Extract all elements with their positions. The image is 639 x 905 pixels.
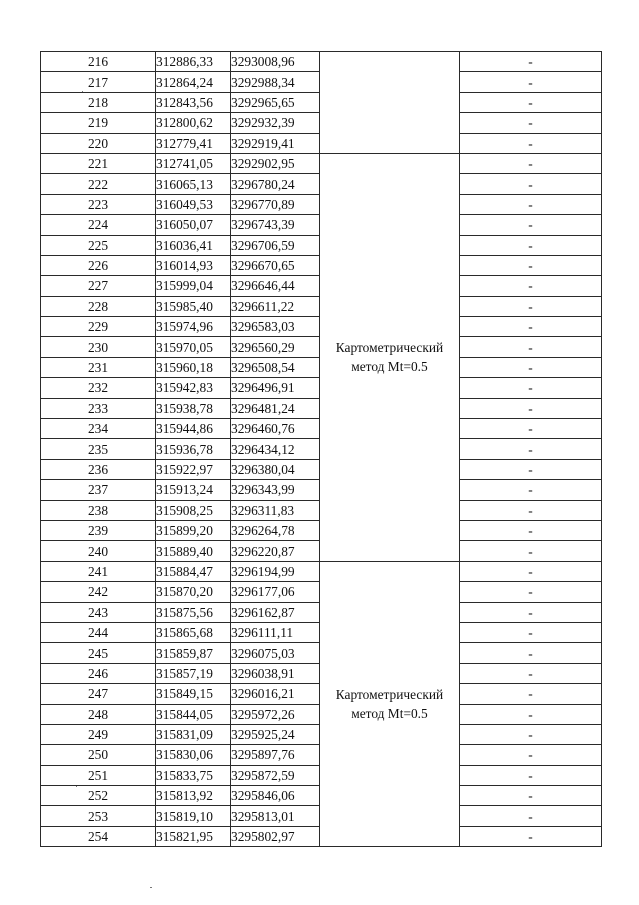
- y-coordinate-cell: 3296670,65: [231, 255, 320, 275]
- accuracy-cell: -: [460, 765, 602, 785]
- x-coordinate-cell: 316050,07: [156, 215, 231, 235]
- y-coordinate-cell: 3292919,41: [231, 133, 320, 153]
- accuracy-cell: -: [460, 194, 602, 214]
- point-number-cell: 221: [41, 153, 156, 173]
- scan-speck: [76, 786, 77, 787]
- point-number-cell: 238: [41, 500, 156, 520]
- method-text-line: метод Mt=0.5: [351, 706, 428, 721]
- method-cell: [320, 52, 460, 154]
- x-coordinate-cell: 315970,05: [156, 337, 231, 357]
- accuracy-cell: -: [460, 561, 602, 581]
- point-number-cell: 231: [41, 357, 156, 377]
- y-coordinate-cell: 3296780,24: [231, 174, 320, 194]
- x-coordinate-cell: 316036,41: [156, 235, 231, 255]
- x-coordinate-cell: 316049,53: [156, 194, 231, 214]
- point-number-cell: 246: [41, 663, 156, 683]
- point-number-cell: 254: [41, 826, 156, 846]
- y-coordinate-cell: 3296038,91: [231, 663, 320, 683]
- x-coordinate-cell: 315942,83: [156, 378, 231, 398]
- x-coordinate-cell: 312843,56: [156, 92, 231, 112]
- y-coordinate-cell: 3296646,44: [231, 276, 320, 296]
- accuracy-cell: -: [460, 357, 602, 377]
- y-coordinate-cell: 3296016,21: [231, 684, 320, 704]
- point-number-cell: 218: [41, 92, 156, 112]
- x-coordinate-cell: 315899,20: [156, 520, 231, 540]
- y-coordinate-cell: 3296075,03: [231, 643, 320, 663]
- point-number-cell: 241: [41, 561, 156, 581]
- x-coordinate-cell: 315844,05: [156, 704, 231, 724]
- accuracy-cell: -: [460, 663, 602, 683]
- y-coordinate-cell: 3295802,97: [231, 826, 320, 846]
- point-number-cell: 219: [41, 113, 156, 133]
- point-number-cell: 230: [41, 337, 156, 357]
- x-coordinate-cell: 316014,93: [156, 255, 231, 275]
- x-coordinate-cell: 315830,06: [156, 745, 231, 765]
- x-coordinate-cell: 316065,13: [156, 174, 231, 194]
- accuracy-cell: -: [460, 398, 602, 418]
- x-coordinate-cell: 315936,78: [156, 439, 231, 459]
- x-coordinate-cell: 315865,68: [156, 622, 231, 642]
- y-coordinate-cell: 3292902,95: [231, 153, 320, 173]
- scan-speck: [150, 887, 152, 888]
- point-number-cell: 244: [41, 622, 156, 642]
- y-coordinate-cell: 3295897,76: [231, 745, 320, 765]
- accuracy-cell: -: [460, 317, 602, 337]
- accuracy-cell: -: [460, 296, 602, 316]
- accuracy-cell: -: [460, 133, 602, 153]
- accuracy-cell: -: [460, 255, 602, 275]
- y-coordinate-cell: 3296220,87: [231, 541, 320, 561]
- x-coordinate-cell: 312741,05: [156, 153, 231, 173]
- point-number-cell: 226: [41, 255, 156, 275]
- table-row: [41, 153, 602, 173]
- point-number-cell: 235: [41, 439, 156, 459]
- y-coordinate-cell: 3296264,78: [231, 520, 320, 540]
- y-coordinate-cell: 3296706,59: [231, 235, 320, 255]
- x-coordinate-cell: 315889,40: [156, 541, 231, 561]
- point-number-cell: 250: [41, 745, 156, 765]
- point-number-cell: 223: [41, 194, 156, 214]
- point-number-cell: 227: [41, 276, 156, 296]
- y-coordinate-cell: 3296434,12: [231, 439, 320, 459]
- table-row: [41, 561, 602, 581]
- accuracy-cell: -: [460, 459, 602, 479]
- method-text-line: Картометрический: [335, 687, 444, 702]
- y-coordinate-cell: 3296194,99: [231, 561, 320, 581]
- accuracy-cell: -: [460, 602, 602, 622]
- x-coordinate-cell: 312864,24: [156, 72, 231, 92]
- x-coordinate-cell: 315833,75: [156, 765, 231, 785]
- x-coordinate-cell: 315821,95: [156, 826, 231, 846]
- y-coordinate-cell: 3296311,83: [231, 500, 320, 520]
- scan-speck: [82, 91, 83, 92]
- point-number-cell: 217: [41, 72, 156, 92]
- accuracy-cell: -: [460, 786, 602, 806]
- x-coordinate-cell: 312886,33: [156, 52, 231, 72]
- coordinates-table-body: [41, 52, 602, 847]
- accuracy-cell: -: [460, 153, 602, 173]
- accuracy-cell: -: [460, 215, 602, 235]
- point-number-cell: 249: [41, 724, 156, 744]
- point-number-cell: 240: [41, 541, 156, 561]
- accuracy-cell: -: [460, 500, 602, 520]
- y-coordinate-cell: 3296162,87: [231, 602, 320, 622]
- x-coordinate-cell: 315870,20: [156, 582, 231, 602]
- point-number-cell: 234: [41, 419, 156, 439]
- accuracy-cell: -: [460, 745, 602, 765]
- x-coordinate-cell: 315960,18: [156, 357, 231, 377]
- y-coordinate-cell: 3296481,24: [231, 398, 320, 418]
- x-coordinate-cell: 315922,97: [156, 459, 231, 479]
- point-number-cell: 233: [41, 398, 156, 418]
- point-number-cell: 248: [41, 704, 156, 724]
- point-number-cell: 243: [41, 602, 156, 622]
- x-coordinate-cell: 315875,56: [156, 602, 231, 622]
- accuracy-cell: -: [460, 806, 602, 826]
- point-number-cell: 225: [41, 235, 156, 255]
- accuracy-cell: -: [460, 520, 602, 540]
- point-number-cell: 222: [41, 174, 156, 194]
- y-coordinate-cell: 3296343,99: [231, 480, 320, 500]
- accuracy-cell: -: [460, 52, 602, 72]
- accuracy-cell: -: [460, 337, 602, 357]
- accuracy-cell: -: [460, 439, 602, 459]
- x-coordinate-cell: 312800,62: [156, 113, 231, 133]
- point-number-cell: 229: [41, 317, 156, 337]
- y-coordinate-cell: 3296583,03: [231, 317, 320, 337]
- y-coordinate-cell: 3293008,96: [231, 52, 320, 72]
- y-coordinate-cell: 3296508,54: [231, 357, 320, 377]
- point-number-cell: 245: [41, 643, 156, 663]
- x-coordinate-cell: 315819,10: [156, 806, 231, 826]
- point-number-cell: 247: [41, 684, 156, 704]
- point-number-cell: 236: [41, 459, 156, 479]
- y-coordinate-cell: 3296743,39: [231, 215, 320, 235]
- x-coordinate-cell: 315859,87: [156, 643, 231, 663]
- x-coordinate-cell: 315999,04: [156, 276, 231, 296]
- accuracy-cell: -: [460, 92, 602, 112]
- y-coordinate-cell: 3296560,29: [231, 337, 320, 357]
- y-coordinate-cell: 3296380,04: [231, 459, 320, 479]
- point-number-cell: 224: [41, 215, 156, 235]
- accuracy-cell: -: [460, 419, 602, 439]
- method-text-line: метод Mt=0.5: [351, 359, 428, 375]
- method-cell: [320, 561, 460, 846]
- point-number-cell: 237: [41, 480, 156, 500]
- x-coordinate-cell: 315857,19: [156, 663, 231, 683]
- x-coordinate-cell: 315813,92: [156, 786, 231, 806]
- accuracy-cell: -: [460, 541, 602, 561]
- point-number-cell: 232: [41, 378, 156, 398]
- x-coordinate-cell: 315974,96: [156, 317, 231, 337]
- accuracy-cell: -: [460, 235, 602, 255]
- accuracy-cell: -: [460, 174, 602, 194]
- accuracy-cell: -: [460, 276, 602, 296]
- accuracy-cell: -: [460, 684, 602, 704]
- point-number-cell: 220: [41, 133, 156, 153]
- point-number-cell: 252: [41, 786, 156, 806]
- method-text-line: Картометрический: [335, 340, 444, 356]
- y-coordinate-cell: 3295846,06: [231, 786, 320, 806]
- accuracy-cell: -: [460, 622, 602, 642]
- x-coordinate-cell: 315913,24: [156, 480, 231, 500]
- y-coordinate-cell: 3296177,06: [231, 582, 320, 602]
- table-row: [41, 52, 602, 72]
- y-coordinate-cell: 3296460,76: [231, 419, 320, 439]
- x-coordinate-cell: 315985,40: [156, 296, 231, 316]
- y-coordinate-cell: 3295872,59: [231, 765, 320, 785]
- y-coordinate-cell: 3292988,34: [231, 72, 320, 92]
- point-number-cell: 253: [41, 806, 156, 826]
- y-coordinate-cell: 3295813,01: [231, 806, 320, 826]
- point-number-cell: 216: [41, 52, 156, 72]
- y-coordinate-cell: 3292965,65: [231, 92, 320, 112]
- accuracy-cell: -: [460, 826, 602, 846]
- accuracy-cell: -: [460, 582, 602, 602]
- accuracy-cell: -: [460, 378, 602, 398]
- x-coordinate-cell: 315849,15: [156, 684, 231, 704]
- x-coordinate-cell: 315884,47: [156, 561, 231, 581]
- x-coordinate-cell: 315908,25: [156, 500, 231, 520]
- y-coordinate-cell: 3296770,89: [231, 194, 320, 214]
- x-coordinate-cell: 315938,78: [156, 398, 231, 418]
- x-coordinate-cell: 315831,09: [156, 724, 231, 744]
- point-number-cell: 228: [41, 296, 156, 316]
- accuracy-cell: -: [460, 704, 602, 724]
- y-coordinate-cell: 3296496,91: [231, 378, 320, 398]
- accuracy-cell: -: [460, 643, 602, 663]
- y-coordinate-cell: 3295925,24: [231, 724, 320, 744]
- accuracy-cell: -: [460, 113, 602, 133]
- point-number-cell: 251: [41, 765, 156, 785]
- point-number-cell: 239: [41, 520, 156, 540]
- y-coordinate-cell: 3292932,39: [231, 113, 320, 133]
- x-coordinate-cell: 315944,86: [156, 419, 231, 439]
- y-coordinate-cell: 3296111,11: [231, 622, 320, 642]
- coordinates-table: [40, 51, 602, 847]
- accuracy-cell: -: [460, 480, 602, 500]
- x-coordinate-cell: 312779,41: [156, 133, 231, 153]
- accuracy-cell: -: [460, 72, 602, 92]
- method-cell: [320, 153, 460, 561]
- accuracy-cell: -: [460, 724, 602, 744]
- y-coordinate-cell: 3296611,22: [231, 296, 320, 316]
- point-number-cell: 242: [41, 582, 156, 602]
- y-coordinate-cell: 3295972,26: [231, 704, 320, 724]
